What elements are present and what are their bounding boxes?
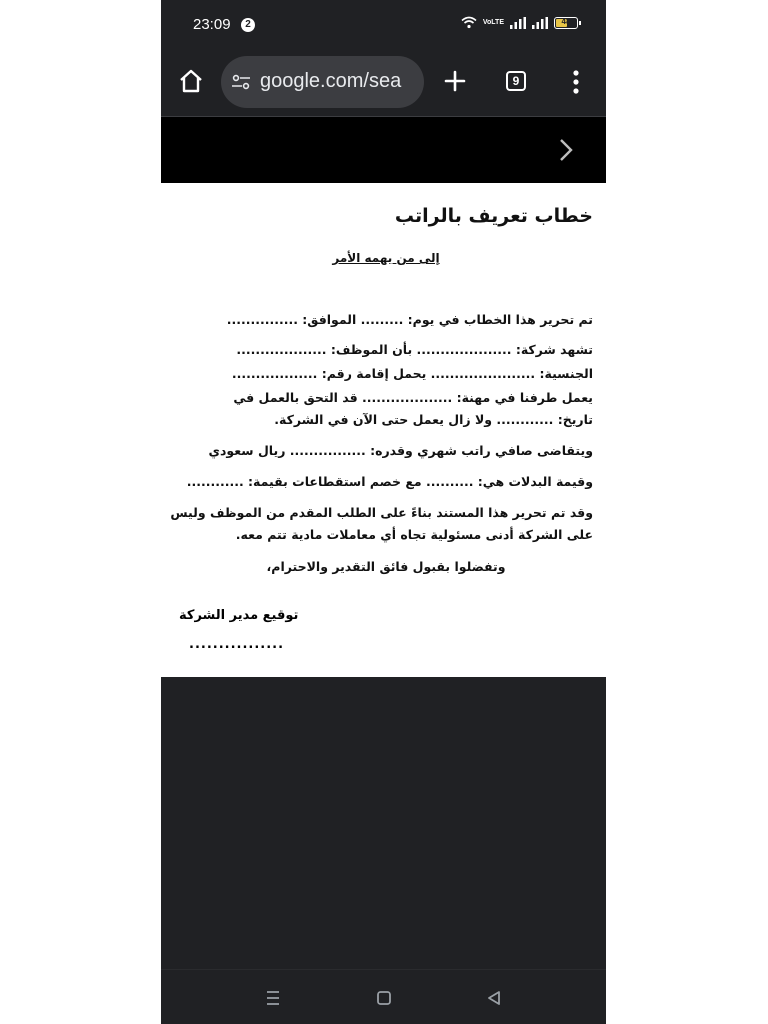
tab-switcher-button[interactable]: 9 — [506, 71, 526, 91]
document-salutation: إلى من يهمه الأمر — [332, 251, 440, 265]
notification-count-badge: 2 — [241, 18, 255, 32]
battery-level: 48 — [561, 16, 571, 26]
document-line: وتفضلوا بقبول فائق التقدير والاحترام، — [266, 559, 506, 574]
document-line: تم تحرير هذا الخطاب في يوم: ......... الموافق: ............... — [226, 312, 593, 327]
wifi-icon — [461, 16, 477, 29]
viewer-background — [161, 677, 606, 969]
document-line: يعمل طرفنا في مهنة: ................... قد التحق بالعمل في — [233, 390, 593, 405]
document-line: ويتقاضى صافي راتب شهري وقدره: ................ ريال سعودي — [208, 443, 593, 458]
url-bar[interactable] — [221, 56, 424, 108]
status-bar — [161, 0, 606, 52]
battery-icon — [554, 17, 578, 29]
status-icons — [461, 16, 578, 29]
tune-icon[interactable] — [231, 72, 251, 92]
signal-icon-2 — [532, 17, 548, 29]
document-line: الجنسية: ...................... يحمل إقامة رقم: .................. — [231, 366, 593, 381]
chevron-right-icon[interactable] — [556, 137, 576, 163]
document-title: خطاب تعريف بالراتب — [394, 205, 593, 227]
signal-icon — [510, 17, 526, 29]
signature-label: توقيع مدير الشركة — [179, 608, 299, 623]
back-icon[interactable] — [484, 988, 504, 1008]
plus-icon[interactable] — [442, 68, 468, 94]
document-line: وقيمة البدلات هي: .......... مع خصم استقطاعات بقيمة: ............ — [186, 474, 593, 489]
signature-placeholder: ................ — [189, 637, 285, 652]
document-line: تشهد شركة: .................... بأن الموظف: ................... — [236, 342, 593, 357]
browser-toolbar — [161, 52, 606, 116]
home-nav-icon[interactable] — [374, 988, 394, 1008]
recents-icon[interactable] — [263, 988, 283, 1008]
phone-screen — [161, 0, 606, 1024]
document-image — [161, 183, 606, 677]
home-icon[interactable] — [178, 68, 204, 94]
system-navigation-bar — [161, 969, 606, 1024]
document-line: وقد تم تحرير هذا المستند بناءً على الطلب المقدم من الموظف وليس — [170, 505, 593, 520]
document-line: على الشركة أدنى مسئولية تجاه أي معاملات مادية تتم معه. — [235, 527, 593, 542]
url-text[interactable]: google.com/sea — [260, 70, 402, 92]
more-vert-icon[interactable] — [567, 68, 585, 96]
volte-icon: VoLTE — [482, 19, 504, 26]
image-viewer-header — [161, 117, 606, 183]
document-line: تاريخ: ............ ولا زال يعمل حتى الآن في الشركة. — [274, 412, 593, 427]
status-time: 23:09 — [193, 16, 231, 33]
